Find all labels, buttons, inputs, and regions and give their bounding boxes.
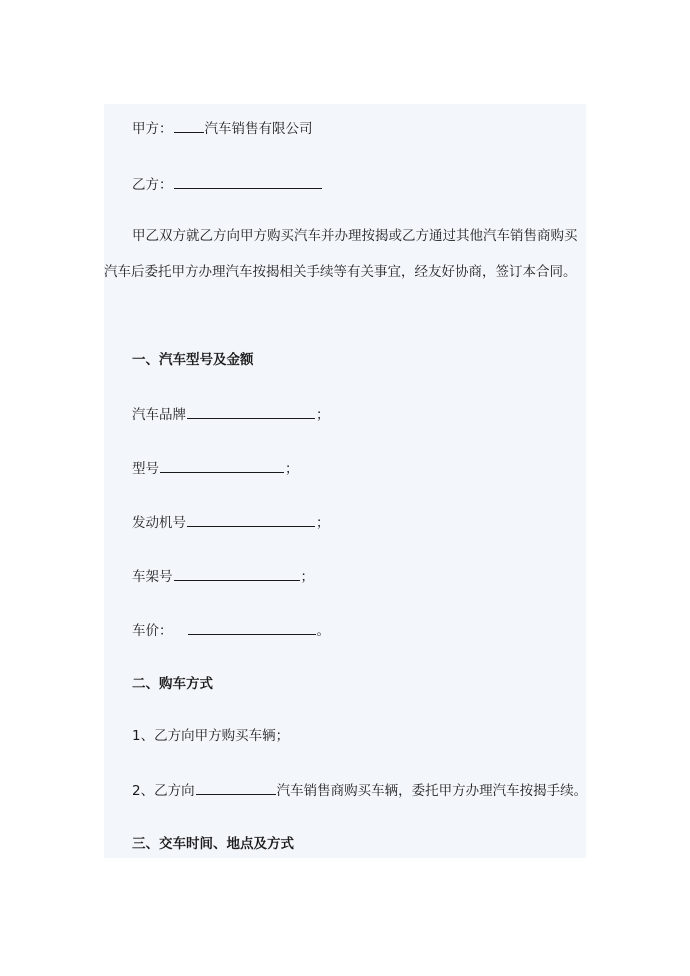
party-b-label: 乙方： — [132, 177, 173, 193]
engine-end: ； — [316, 515, 330, 531]
price-blank[interactable] — [188, 620, 316, 635]
party-a-blank[interactable] — [174, 118, 204, 133]
document-page — [104, 104, 586, 858]
section2-item2 — [132, 780, 587, 801]
section2-item1: 1、乙方向甲方购买车辆； — [132, 728, 290, 744]
brand-end: ； — [316, 407, 330, 423]
price-label: 车价： — [132, 623, 173, 639]
engine-label: 发动机号 — [132, 515, 186, 531]
item2-suffix: 汽车销售商购买车辆，委托甲方办理汽车按揭手续。 — [276, 783, 588, 799]
frame-label: 车架号 — [132, 569, 173, 585]
party-a-suffix: 汽车销售有限公司 — [204, 121, 313, 137]
party-b-line — [132, 174, 323, 195]
party-a-line — [132, 118, 313, 139]
section2-title: 二、购车方式 — [132, 676, 213, 692]
model-label: 型号 — [132, 461, 159, 477]
model-line — [132, 458, 299, 479]
engine-blank[interactable] — [187, 512, 315, 527]
section1-title: 一、汽车型号及金额 — [132, 352, 254, 368]
brand-label: 汽车品牌 — [132, 407, 186, 423]
intro-paragraph: 甲乙双方就乙方向甲方购买汽车并办理按揭或乙方通过其他汽车销售商购买汽车后委托甲方办理汽车按揭相关手续等有关事宜，经友好协商，签订本合同。 — [104, 228, 578, 280]
brand-line — [132, 404, 330, 425]
brand-blank[interactable] — [187, 404, 315, 419]
item2-blank[interactable] — [196, 780, 276, 795]
frame-line — [132, 566, 314, 587]
frame-blank[interactable] — [174, 566, 300, 581]
model-blank[interactable] — [160, 458, 284, 473]
party-a-label: 甲方： — [132, 121, 173, 137]
price-end: 。 — [316, 623, 330, 639]
engine-line — [132, 512, 330, 533]
item2-prefix: 2、乙方向 — [132, 783, 195, 799]
model-end: ； — [285, 461, 299, 477]
party-b-blank[interactable] — [174, 174, 322, 189]
section3-title: 三、交车时间、地点及方式 — [132, 836, 294, 852]
frame-end: ； — [300, 569, 314, 585]
price-line — [132, 620, 330, 641]
